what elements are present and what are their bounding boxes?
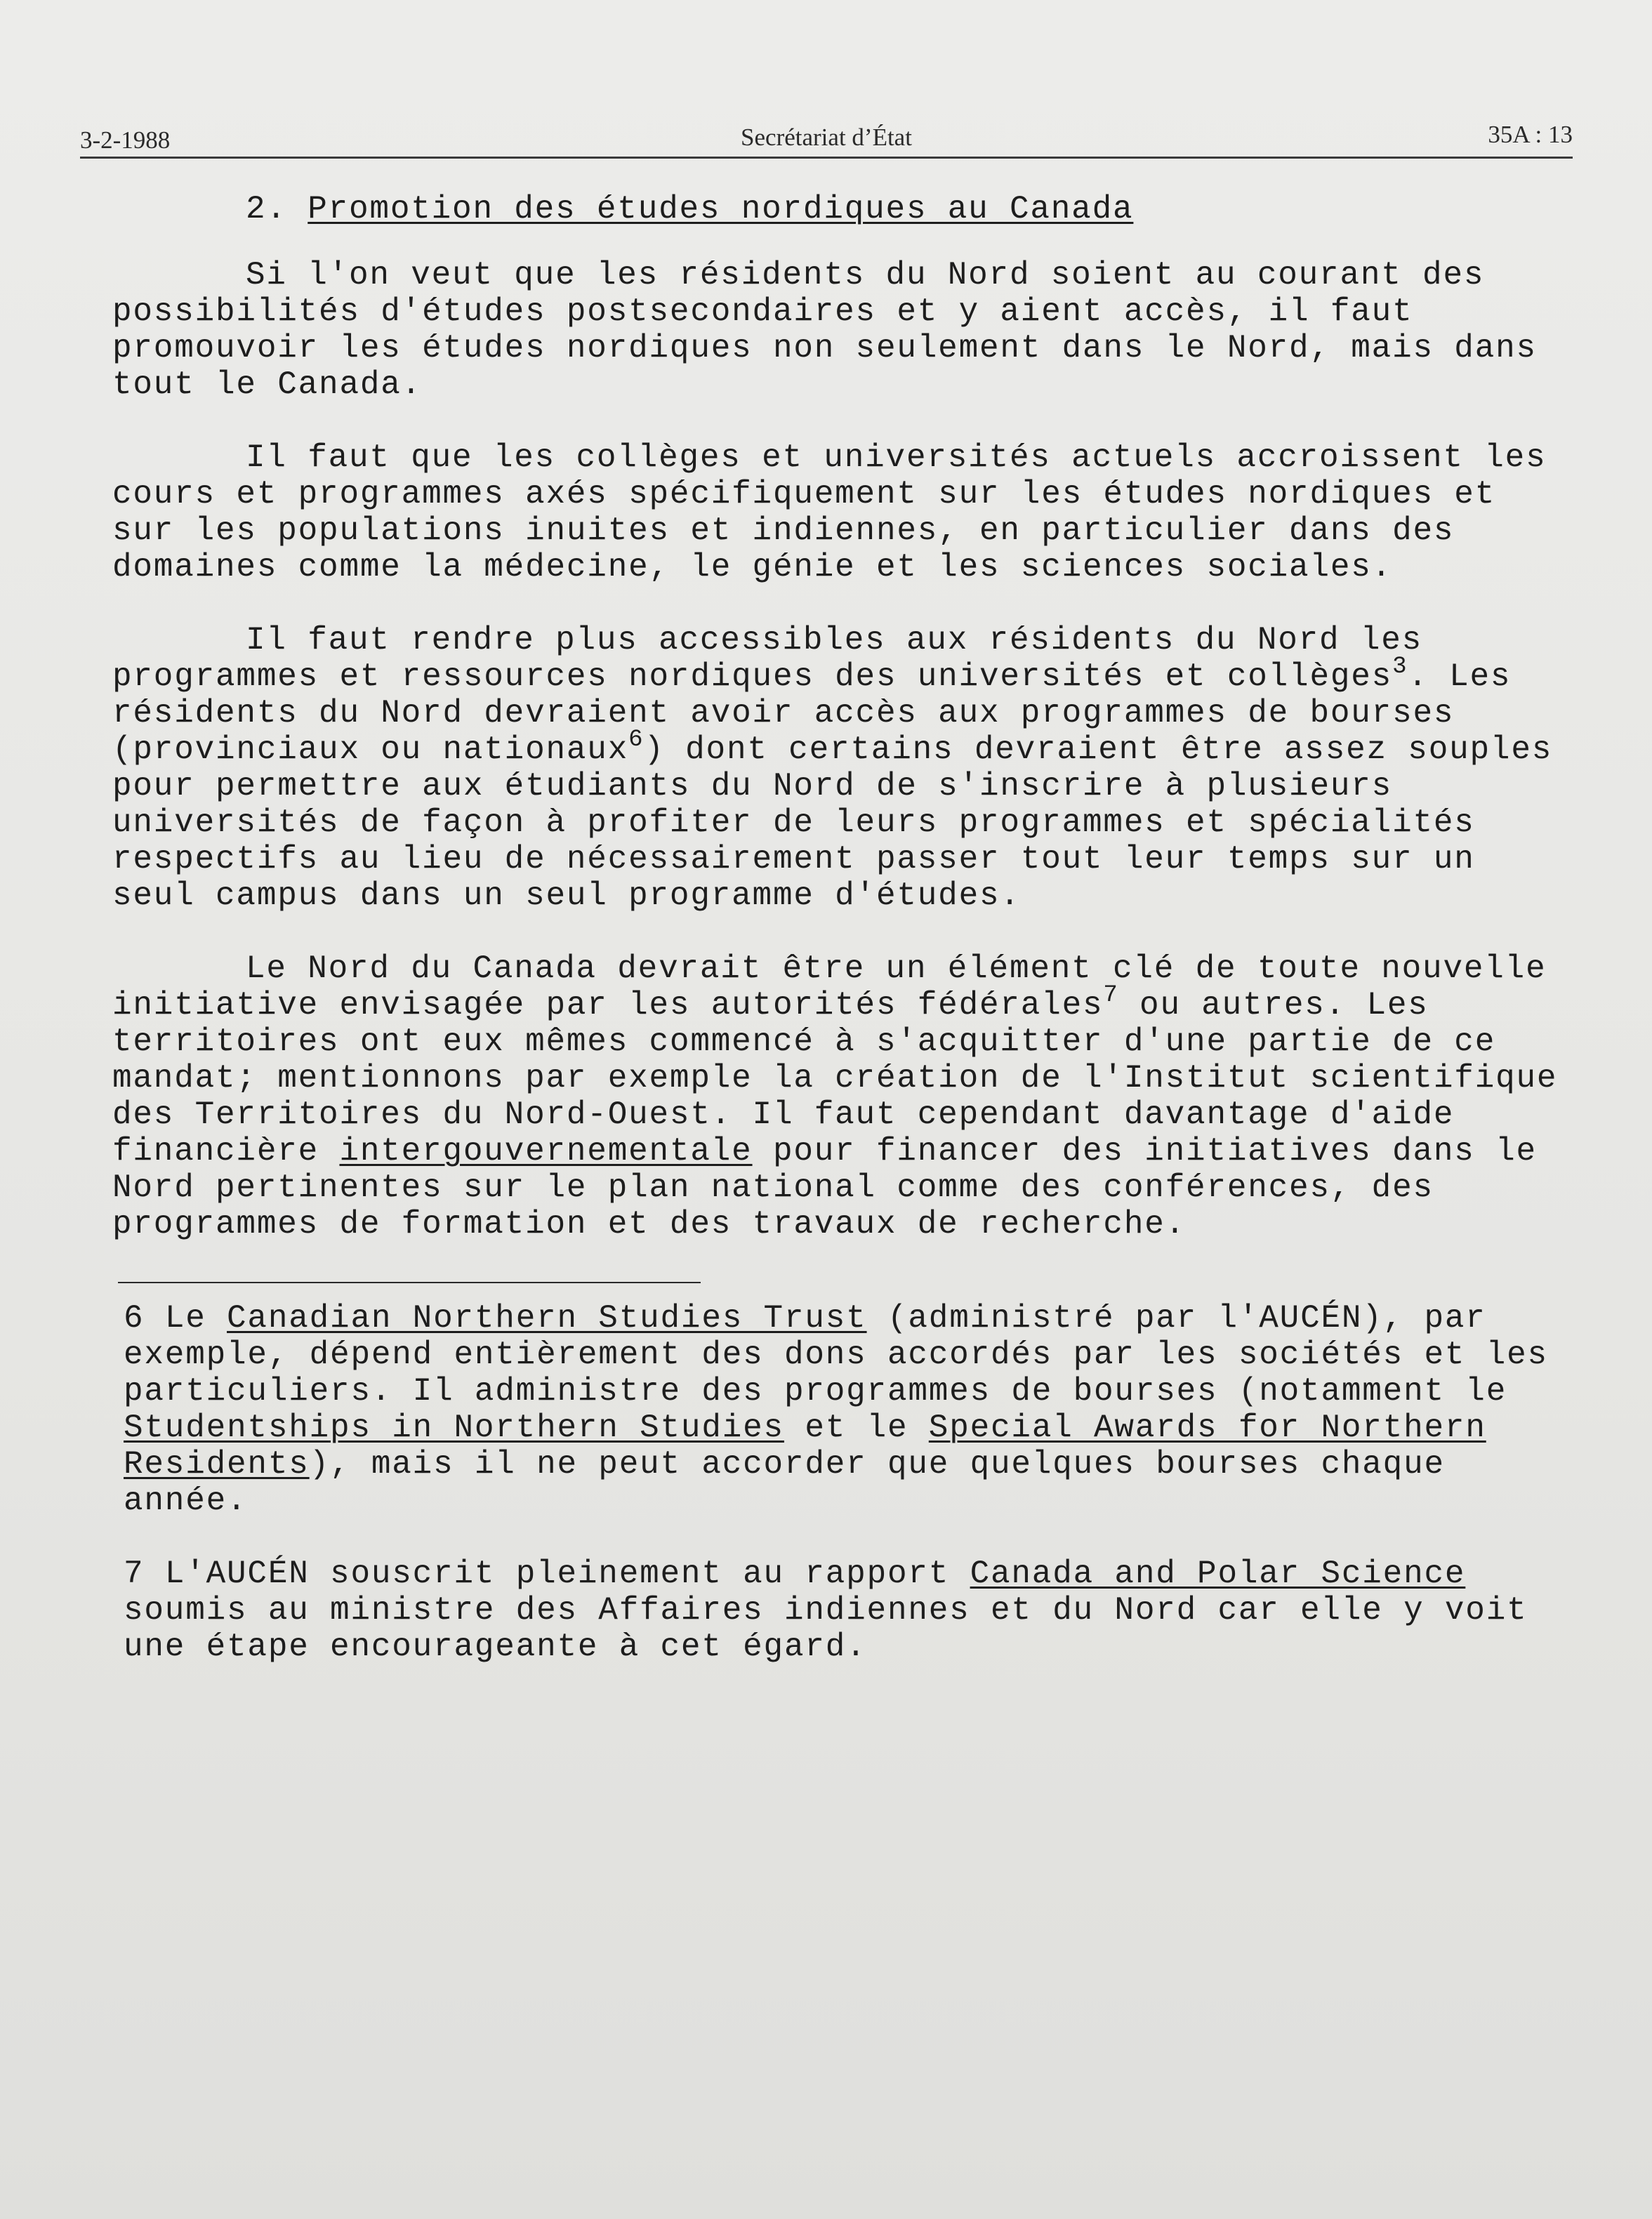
paragraph-4-text-b: ou autres. Les territoires ont eux mêmes commencé à s'acquitter d'une partie de ce mandat; mentionnons par exemple la création de l'Institut scientifique des Territoires du Nord-Ouest. Il faut cependant davantage d'aide financière [112,987,1558,1170]
footnote-6-number: 6 [124,1300,145,1337]
footnote-6-special-awards: Special Awards for Northern Residents [124,1410,1486,1483]
section-heading [246,191,1559,227]
paragraph-4-text-a: Le Nord du Canada devrait être un élément clé de toute nouvelle initiative envisagée par les autorités fédérales [112,950,1547,1024]
paragraph-4 [112,950,1559,1243]
footnote-7-report-title: Canada and Polar Science [970,1556,1466,1592]
footnote-6-text-d: ), mais il ne peut accorder que quelques bourses chaque année. [124,1446,1445,1519]
document-body [112,191,1559,1702]
header-rule [80,157,1573,159]
section-number: 2. [246,191,287,227]
footnote-7-text-a: L'AUCÉN souscrit pleinement au rapport [164,1556,970,1592]
paragraph-3-text-b: . Les résidents du Nord devraient avoir accès aux programmes de bourses (provinciaux ou nationaux [112,658,1512,768]
footnote-7-number: 7 [124,1556,145,1592]
section-title: Promotion des études nordiques au Canada [308,191,1134,227]
paragraph-1: Si l'on veut que les résidents du Nord soient au courant des possibilités d'études postsecondaires et y aient accès, il faut promouvoir les études nordiques non seulement dans le Nord, mais dans tout le Canada. [112,257,1537,403]
footnote-6-studentships: Studentships in Northern Studies [124,1410,784,1446]
footnote-6-text-a: Le [164,1300,227,1337]
header-department: Secrétariat d’État [741,124,912,151]
paragraph-4-underlined-term: intergouvernementale [339,1133,753,1170]
footnote-6 [124,1300,1559,1519]
footnote-ref-7: 7 [1103,982,1119,1009]
footnote-6-text-c: et le [784,1410,929,1446]
page-header [80,121,1573,159]
footnote-ref-6: 6 [628,727,645,753]
footnote-7 [124,1556,1559,1665]
paragraph-3-text-c: ) dont certains devraient être assez souples pour permettre aux étudiants du Nord de s'inscrire à plusieurs universités de façon à profiter de leurs programmes et spécialités respectifs au lieu de nécessairement passer tout leur temps sur un seul campus dans un seul programme d'études. [112,731,1553,914]
footnote-6-text-b: (administré par l'AUCÉN), par exemple, dépend entièrement des dons accordés par les sociétés et les particuliers. Il administre des programmes de bourses (notamment le [124,1300,1548,1410]
paragraph-4-text-c: pour financer des initiatives dans le Nord pertinentes sur le plan national comme des conférences, des programmes de formation et des travaux de recherche. [112,1133,1537,1243]
footnote-ref-3: 3 [1392,654,1408,680]
header-page-reference: 35A : 13 [1488,121,1573,148]
header-date: 3-2-1988 [80,126,171,154]
footnote-7-text-b: soumis au ministre des Affaires indiennes et du Nord car elle y voit une étape encourageante à cet égard. [124,1592,1528,1665]
footnote-separator [118,1282,701,1283]
paragraph-3 [112,622,1559,914]
paragraph-3-text-a: Il faut rendre plus accessibles aux résidents du Nord les programmes et ressources nordiques des universités et collèges [112,622,1423,695]
footnote-6-trust-name: Canadian Northern Studies Trust [227,1300,867,1337]
paragraph-2: Il faut que les collèges et universités actuels accroissent les cours et programmes axés spécifiquement sur les études nordiques et sur les populations inuites et indiennes, en particulier dans des domaines comme la médecine, le génie et les sciences sociales. [112,439,1547,585]
